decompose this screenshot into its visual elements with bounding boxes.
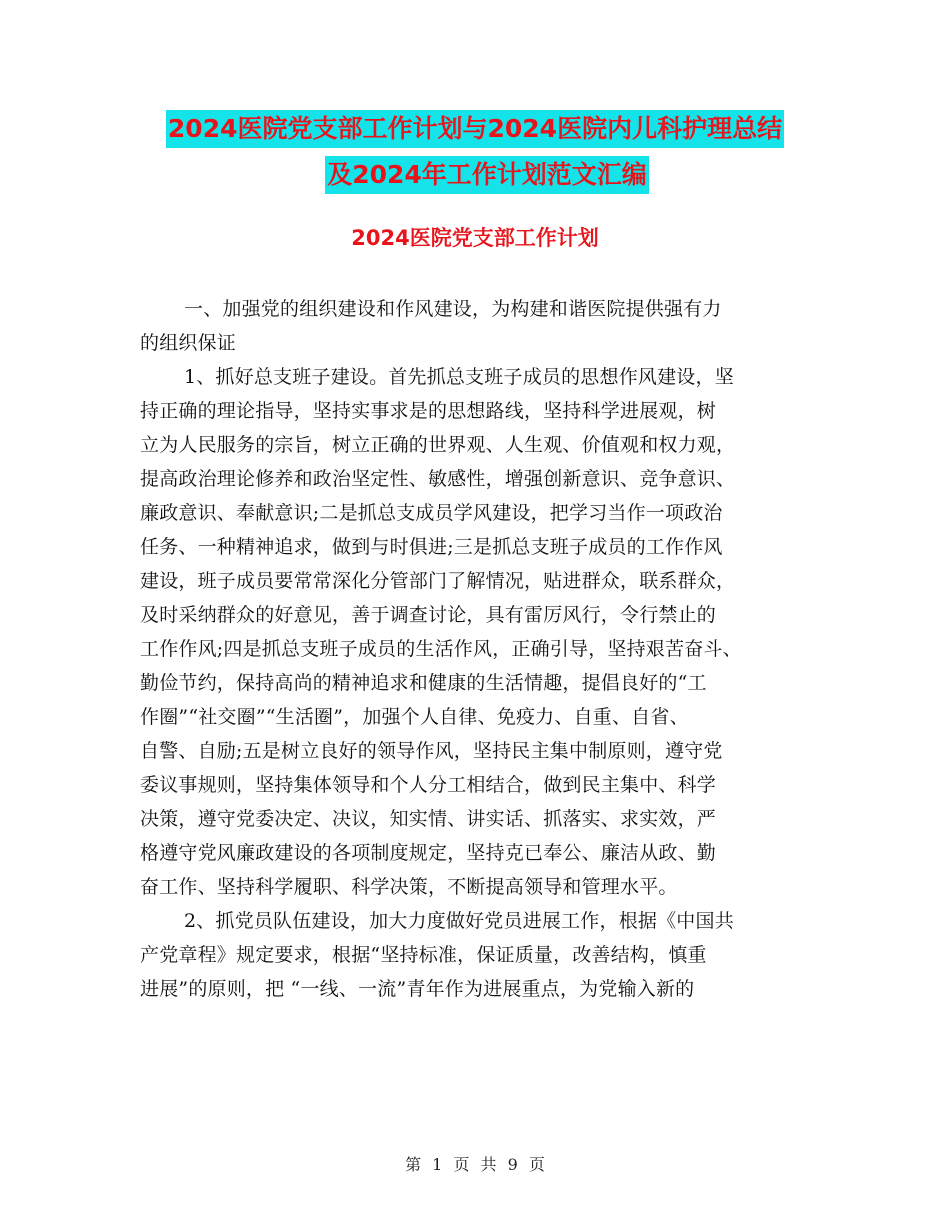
paragraph-line: 廉政意识、奉献意识;二是抓总支成员学风建设，把学习当作一项政治	[140, 502, 723, 524]
paragraph-3	[140, 904, 820, 1006]
paragraph-line: 1、抓好总支班子建设。首先抓总支班子成员的思想作风建设，坚	[184, 366, 734, 388]
paragraph-line: 任务、一种精神追求，做到与时俱进;三是抓总支班子成员的工作作风	[140, 536, 723, 558]
paragraph-line: 建设，班子成员要常常深化分管部门了解情况，贴进群众，联系群众，	[140, 570, 736, 592]
paragraph-line: 及时采纳群众的好意见，善于调查讨论，具有雷厉风行，令行禁止的	[140, 604, 717, 626]
paragraph-line: 提高政治理论修养和政治坚定性、敏感性，增强创新意识、竞争意识、	[140, 468, 736, 490]
paragraph-line: 立为人民服务的宗旨，树立正确的世界观、人生观、价值观和权力观，	[140, 434, 736, 456]
section-title: 2024医院党支部工作计划	[351, 226, 599, 250]
paragraph-line: 进展”的原则，把 “一线、一流”青年作为进展重点，为党输入新的	[140, 978, 695, 1000]
paragraph-line: 的组织保证	[140, 332, 237, 354]
page-number-footer: 第 1 页 共 9 页	[405, 1155, 545, 1174]
paragraph-line: 决策，遵守党委决定、决议，知实情、讲实话、抓落实、求实效，严	[140, 808, 717, 830]
title-line-1: 2024医院党支部工作计划与2024医院内儿科护理总结	[166, 110, 784, 148]
document-body	[140, 292, 820, 1006]
paragraph-line: 委议事规则，坚持集体领导和个人分工相结合，做到民主集中、科学	[140, 774, 717, 796]
paragraph-1	[140, 292, 820, 360]
paragraph-line: 勤俭节约，保持高尚的精神追求和健康的生活情趣，提倡良好的“工	[140, 672, 707, 694]
paragraph-line: 产党章程》规定要求，根据“坚持标准，保证质量，改善结构，慎重	[140, 944, 707, 966]
document-title	[0, 110, 950, 194]
paragraph-line: 格遵守党风廉政建设的各项制度规定，坚持克已奉公、廉洁从政、勤	[140, 842, 717, 864]
title-line-2: 及2024年工作计划范文汇编	[325, 156, 649, 194]
paragraph-line: 奋工作、坚持科学履职、科学决策，不断提高领导和管理水平。	[140, 876, 678, 898]
paragraph-2	[140, 360, 820, 904]
paragraph-line: 一、加强党的组织建设和作风建设，为构建和谐医院提供强有力	[184, 298, 722, 320]
paragraph-line: 持正确的理论指导，坚持实事求是的思想路线，坚持科学进展观，树	[140, 400, 717, 422]
paragraph-line: 2、抓党员队伍建设，加大力度做好党员进展工作，根据《中国共	[184, 910, 734, 932]
paragraph-line: 作圈”“社交圈”“生活圈”，加强个人自律、免疫力、自重、自省、	[140, 706, 689, 728]
paragraph-line: 自警、自励;五是树立良好的领导作风，坚持民主集中制原则，遵守党	[140, 740, 723, 762]
paragraph-line: 工作作风;四是抓总支班子成员的生活作风，正确引导，坚持艰苦奋斗、	[140, 638, 742, 660]
